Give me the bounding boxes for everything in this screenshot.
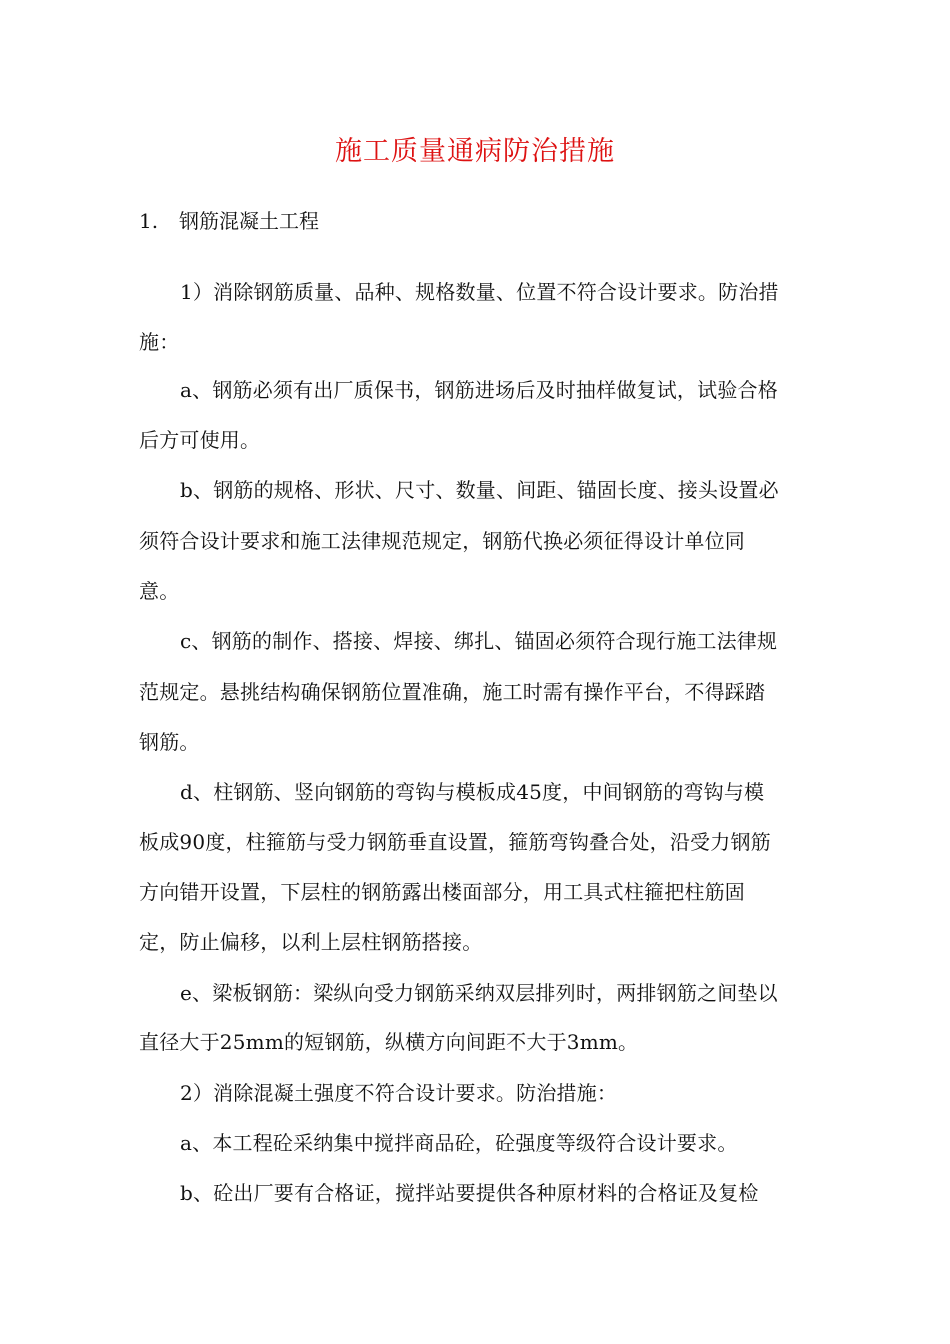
paragraph-line: 1）消除钢筋质量、品种、规格数量、位置不符合设计要求。防治措: [180, 280, 779, 304]
section-heading-text: 钢筋混凝土工程: [179, 209, 319, 233]
paragraph-line: 板成90度，柱箍筋与受力钢筋垂直设置，箍筋弯钩叠合处，沿受力钢筋: [139, 830, 771, 854]
paragraph-line: b、砼出厂要有合格证，搅拌站要提供各种原材料的合格证及复检: [180, 1181, 759, 1205]
paragraph-line: e、梁板钢筋：梁纵向受力钢筋采纳双层排列时，两排钢筋之间垫以: [180, 981, 778, 1005]
paragraph-line: 钢筋。: [139, 730, 200, 754]
paragraph-line: 范规定。悬挑结构确保钢筋位置准确，施工时需有操作平台，不得踩踏: [139, 680, 766, 704]
section-number: 1.: [139, 209, 159, 233]
document-title: 施工质量通病防治措施: [335, 136, 615, 167]
paragraph-line: 2）消除混凝土强度不符合设计要求。防治措施：: [180, 1081, 618, 1105]
paragraph-line: a、本工程砼采纳集中搅拌商品砼，砼强度等级符合设计要求。: [180, 1131, 738, 1155]
paragraph-line: 须符合设计要求和施工法律规范规定，钢筋代换必须征得设计单位同: [139, 529, 745, 553]
paragraph-line: a、钢筋必须有出厂质保书，钢筋进场后及时抽样做复试，试验合格: [180, 378, 778, 402]
paragraph-line: 施：: [139, 330, 180, 354]
paragraph-line: 后方可使用。: [139, 428, 261, 452]
paragraph-line: d、柱钢筋、竖向钢筋的弯钩与模板成45度，中间钢筋的弯钩与模: [180, 780, 765, 804]
paragraph-line: 定，防止偏移，以利上层柱钢筋搭接。: [139, 930, 483, 954]
section-heading: [139, 203, 319, 239]
paragraph-line: 方向错开设置，下层柱的钢筋露出楼面部分，用工具式柱箍把柱筋固: [139, 880, 745, 904]
paragraph-line: b、钢筋的规格、形状、尺寸、数量、间距、锚固长度、接头设置必: [180, 478, 779, 502]
paragraph-line: 意。: [139, 579, 180, 603]
paragraph-line: 直径大于25mm的短钢筋，纵横方向间距不大于3mm。: [139, 1030, 639, 1054]
paragraph-line: c、钢筋的制作、搭接、焊接、绑扎、锚固必须符合现行施工法律规: [180, 629, 778, 653]
